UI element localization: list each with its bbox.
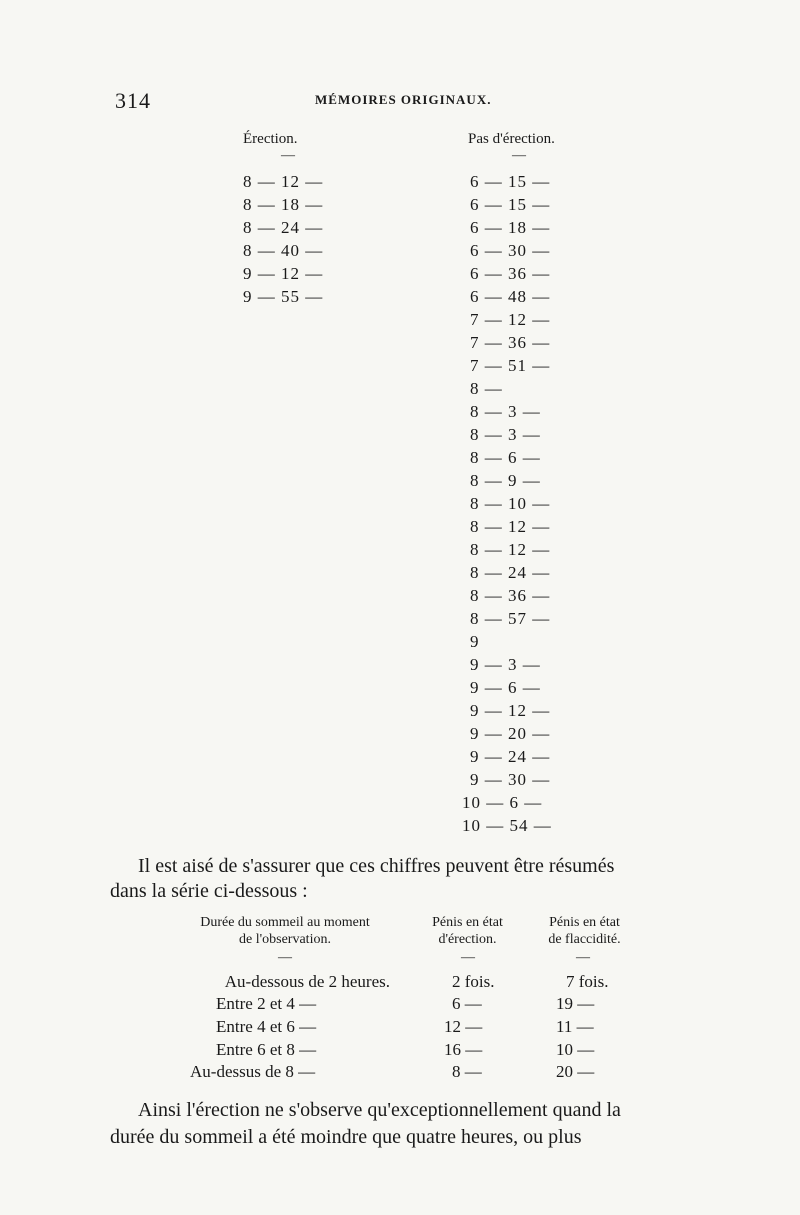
summary-heading-duration: Durée du sommeil au moment (200, 915, 370, 930)
no-erection-entry: 6 — 36 — (470, 264, 551, 283)
summary-row-flaccid: 11 — (556, 1017, 594, 1036)
paragraph-line: Il est aisé de s'assurer que ces chiffres peuvent être résumés (138, 855, 615, 877)
summary-row-erection: 2 fois. (452, 972, 495, 991)
summary-rule: — (461, 950, 475, 965)
summary-row-erection: 12 — (444, 1017, 483, 1036)
column-heading-no-erection: Pas d'érection. (468, 131, 555, 147)
no-erection-entry: 8 — 3 — (470, 402, 541, 421)
no-erection-entry: 8 — 3 — (470, 425, 541, 444)
no-erection-entry: 6 — 48 — (470, 287, 551, 306)
summary-heading-flaccidity: de flaccidité. (548, 932, 621, 947)
erection-entry: 8 — 24 — (243, 218, 324, 237)
summary-heading-erection: d'érection. (438, 932, 497, 947)
summary-row-erection: 6 — (452, 994, 482, 1013)
summary-row-flaccid: 19 — (556, 994, 595, 1013)
no-erection-entry: 9 — 24 — (470, 747, 551, 766)
no-erection-entry: 8 — 9 — (470, 471, 541, 490)
no-erection-entry: 9 — 6 — (470, 678, 541, 697)
summary-row-flaccid: 7 fois. (566, 972, 609, 991)
heading-rule: — (512, 148, 526, 163)
summary-heading-flaccidity: Pénis en état (549, 915, 620, 930)
summary-row-flaccid: 10 — (556, 1040, 595, 1059)
no-erection-entry: 10 — 6 — (462, 793, 543, 812)
page-number: 314 (115, 88, 151, 113)
summary-row-erection: 16 — (444, 1040, 483, 1059)
erection-entry: 9 — 55 — (243, 287, 324, 306)
no-erection-entry: 8 — 6 — (470, 448, 541, 467)
paragraph-line: durée du sommeil a été moindre que quatre heures, ou plus (110, 1126, 582, 1148)
no-erection-entry: 7 — 12 — (470, 310, 551, 329)
no-erection-entry: 6 — 15 — (470, 195, 551, 214)
summary-row-erection: 8 — (452, 1062, 482, 1081)
no-erection-entry: 8 — (470, 379, 503, 398)
summary-row-label: Au-dessus de 8 — (190, 1062, 316, 1081)
paragraph-line: dans la série ci-dessous : (110, 880, 308, 902)
no-erection-entry: 9 — 30 — (470, 770, 551, 789)
no-erection-entry: 7 — 36 — (470, 333, 551, 352)
no-erection-entry: 8 — 24 — (470, 563, 551, 582)
summary-heading-erection: Pénis en état (432, 915, 503, 930)
summary-row-label: Au-dessous de 2 heures. (224, 972, 390, 991)
no-erection-entry: 9 — 3 — (470, 655, 541, 674)
erection-entry: 9 — 12 — (243, 264, 324, 283)
heading-rule: — (281, 148, 295, 163)
no-erection-entry: 8 — 10 — (470, 494, 551, 513)
no-erection-entry: 7 — 51 — (470, 356, 551, 375)
summary-rule: — (278, 950, 292, 965)
running-title: MÉMOIRES ORIGINAUX. (315, 92, 492, 107)
summary-heading-duration: de l'observation. (239, 932, 331, 947)
no-erection-entry: 6 — 30 — (470, 241, 551, 260)
paragraph-line: Ainsi l'érection ne s'observe qu'exceptionnellement quand la (138, 1099, 621, 1121)
summary-row-label: Entre 6 et 8 — (216, 1040, 317, 1059)
summary-row-label: Entre 2 et 4 — (216, 994, 317, 1013)
column-heading-erection: Érection. (243, 131, 298, 147)
no-erection-entry: 10 — 54 — (462, 816, 552, 835)
no-erection-entry: 8 — 12 — (470, 517, 551, 536)
no-erection-entry: 9 — 20 — (470, 724, 551, 743)
no-erection-entry: 8 — 57 — (470, 609, 551, 628)
erection-entry: 8 — 40 — (243, 241, 324, 260)
summary-rule: — (576, 950, 590, 965)
summary-row-flaccid: 20 — (556, 1062, 595, 1081)
no-erection-entry: 6 — 18 — (470, 218, 551, 237)
no-erection-entry: 9 (470, 632, 480, 651)
no-erection-entry: 8 — 12 — (470, 540, 551, 559)
erection-entry: 8 — 18 — (243, 195, 324, 214)
no-erection-entry: 9 — 12 — (470, 701, 551, 720)
no-erection-entry: 8 — 36 — (470, 586, 551, 605)
erection-entry: 8 — 12 — (243, 172, 324, 191)
no-erection-entry: 6 — 15 — (470, 172, 551, 191)
summary-row-label: Entre 4 et 6 — (216, 1017, 317, 1036)
